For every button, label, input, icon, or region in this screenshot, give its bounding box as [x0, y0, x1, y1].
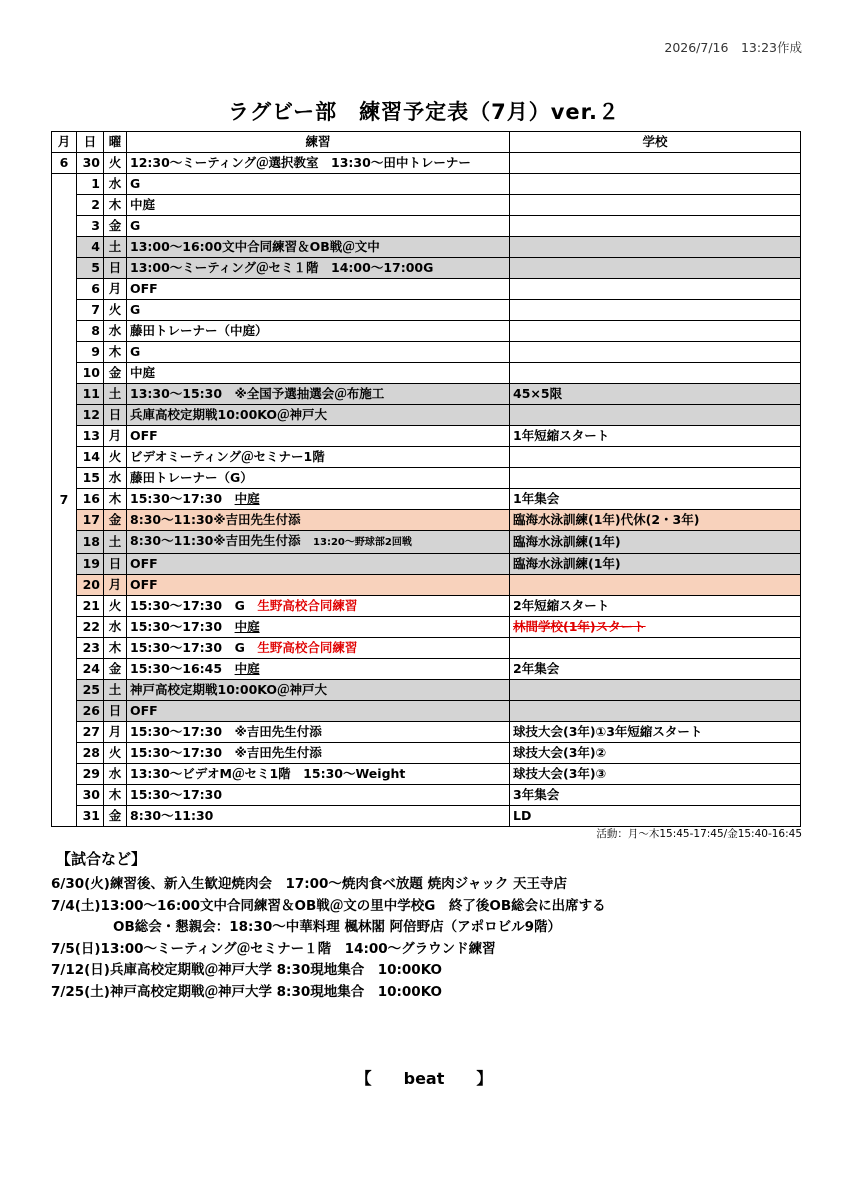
- practice-cell: [127, 405, 510, 426]
- day-cell: 30: [77, 785, 104, 806]
- school-cell: [510, 363, 801, 384]
- day-cell: 28: [77, 743, 104, 764]
- day-cell: 29: [77, 764, 104, 785]
- day-cell: 1: [77, 174, 104, 195]
- weekday-cell: 木: [104, 342, 127, 363]
- practice-text: 13:30～15:30 ※全国予選抽選会＠布施工: [130, 386, 385, 401]
- practice-text: 15:30～17:30 ※吉田先生付添: [130, 724, 322, 739]
- school-cell: [510, 785, 801, 806]
- weekday-cell: 水: [104, 617, 127, 638]
- table-row: [52, 722, 801, 743]
- school-cell: [510, 174, 801, 195]
- school-cell: [510, 575, 801, 596]
- table-row: [52, 384, 801, 405]
- day-cell: 2: [77, 195, 104, 216]
- practice-cell: [127, 216, 510, 237]
- table-row: [52, 489, 801, 510]
- table-row: [52, 764, 801, 785]
- practice-cell: [127, 596, 510, 617]
- day-cell: 11: [77, 384, 104, 405]
- practice-cell: [127, 680, 510, 701]
- weekday-cell: 火: [104, 596, 127, 617]
- weekday-cell: 月: [104, 426, 127, 447]
- weekday-cell: 月: [104, 279, 127, 300]
- practice-cell: [127, 722, 510, 743]
- weekday-cell: 土: [104, 384, 127, 405]
- school-text: 臨海水泳訓練(1年): [513, 534, 621, 549]
- school-text: LD: [513, 808, 532, 823]
- practice-text: G: [130, 176, 141, 191]
- table-row: [52, 680, 801, 701]
- school-cell: [510, 489, 801, 510]
- practice-text: 15:30～17:30: [130, 619, 235, 634]
- practice-text: 生野高校合同練習: [257, 598, 358, 613]
- weekday-cell: 月: [104, 575, 127, 596]
- weekday-cell: 木: [104, 489, 127, 510]
- school-cell: [510, 468, 801, 489]
- table-row: [52, 174, 801, 195]
- practice-text: 中庭: [234, 661, 260, 676]
- weekday-cell: 土: [104, 680, 127, 701]
- school-text: 3年集会: [513, 787, 560, 802]
- practice-text: 15:30～17:30: [130, 787, 223, 802]
- day-cell: 19: [77, 554, 104, 575]
- school-cell: [510, 743, 801, 764]
- table-row: [52, 531, 801, 554]
- day-cell: 20: [77, 575, 104, 596]
- table-header-row: [52, 132, 801, 153]
- weekday-cell: 日: [104, 258, 127, 279]
- practice-cell: [127, 300, 510, 321]
- school-text: 球技大会(3年)③: [513, 766, 607, 781]
- practice-cell: [127, 342, 510, 363]
- weekday-cell: 木: [104, 195, 127, 216]
- weekday-cell: 月: [104, 722, 127, 743]
- school-cell: [510, 195, 801, 216]
- day-cell: 23: [77, 638, 104, 659]
- school-cell: [510, 722, 801, 743]
- event-line: 6/30(火)練習後、新入生歓迎焼肉会 17:00～焼肉食べ放題 焼肉ジャック 天王寺店: [51, 876, 568, 892]
- weekday-cell: 土: [104, 531, 127, 554]
- practice-cell: [127, 174, 510, 195]
- footer-beat: 【 beat 】: [355, 1069, 493, 1088]
- practice-text: 生野高校合同練習: [257, 640, 358, 655]
- practice-cell: 12:30～ミーティング＠選択教室 13:30～田中トレーナー: [127, 153, 510, 174]
- school-cell: [510, 342, 801, 363]
- school-text: 1年集会: [513, 491, 560, 506]
- practice-text: 15:30～17:30 G: [130, 598, 258, 613]
- practice-text: 15:30～17:30: [130, 491, 235, 506]
- practice-cell: [127, 489, 510, 510]
- school-text: 2年短縮スタート: [513, 598, 610, 613]
- day-cell: 7: [77, 300, 104, 321]
- day-cell: 14: [77, 447, 104, 468]
- practice-text: 藤田トレーナー（G）: [130, 470, 253, 485]
- practice-text: OFF: [130, 556, 158, 571]
- month-cell-july: 7: [52, 174, 77, 827]
- practice-cell: [127, 764, 510, 785]
- table-row: [52, 258, 801, 279]
- day-cell: 15: [77, 468, 104, 489]
- school-text: 45×5限: [513, 386, 563, 401]
- school-cell: [510, 237, 801, 258]
- practice-cell: [127, 426, 510, 447]
- practice-text: 15:30～17:30 ※吉田先生付添: [130, 745, 322, 760]
- school-text: 林間学校(1年)スタート: [513, 619, 646, 634]
- table-row: [52, 701, 801, 722]
- practice-text: 兵庫高校定期戦10:00KO＠神戸大: [130, 407, 328, 422]
- practice-cell: [127, 468, 510, 489]
- table-row: [52, 279, 801, 300]
- school-text: 臨海水泳訓練(1年)代休(2・3年): [513, 512, 700, 527]
- weekday-cell: 金: [104, 363, 127, 384]
- school-cell: [510, 321, 801, 342]
- day-cell: 22: [77, 617, 104, 638]
- header-practice: 練習: [127, 132, 510, 153]
- practice-text: 8:30～11:30※吉田先生付添: [130, 512, 301, 527]
- school-cell: [510, 300, 801, 321]
- school-cell: [510, 764, 801, 785]
- event-line: 7/4(土)13:00～16:00文中合同練習＆OB戦＠文の里中学校G 終了後OB総会に出席する: [51, 897, 606, 914]
- table-row: [52, 321, 801, 342]
- weekday-cell: 火: [104, 447, 127, 468]
- day-cell: 31: [77, 806, 104, 827]
- weekday-cell: 水: [104, 174, 127, 195]
- practice-text: 中庭: [130, 365, 156, 380]
- practice-cell: [127, 531, 510, 554]
- practice-text: ビデオミーティング＠セミナー1階: [130, 449, 325, 464]
- header-weekday: 曜: [104, 132, 127, 153]
- weekday-cell: 日: [104, 405, 127, 426]
- day-cell: 27: [77, 722, 104, 743]
- table-row: [52, 659, 801, 680]
- table-row: [52, 785, 801, 806]
- practice-cell: [127, 806, 510, 827]
- event-line: 7/5(日)13:00～ミーティング＠セミナー１階 14:00～グラウンド練習: [51, 940, 496, 957]
- practice-cell: [127, 384, 510, 405]
- table-row-june-30: [52, 153, 801, 174]
- school-cell: [510, 680, 801, 701]
- practice-cell: [127, 279, 510, 300]
- table-row: [52, 468, 801, 489]
- practice-text: OFF: [130, 281, 158, 296]
- table-row: [52, 596, 801, 617]
- schedule-table: [51, 131, 801, 827]
- month-cell-june: 6: [52, 153, 77, 174]
- day-cell: 4: [77, 237, 104, 258]
- practice-cell: [127, 701, 510, 722]
- school-cell: [510, 426, 801, 447]
- practice-cell: [127, 321, 510, 342]
- practice-cell: [127, 659, 510, 680]
- school-cell: [510, 701, 801, 722]
- day-cell: 8: [77, 321, 104, 342]
- school-cell: [510, 806, 801, 827]
- weekday-cell: 火: [104, 300, 127, 321]
- school-cell: [510, 531, 801, 554]
- school-cell: [510, 447, 801, 468]
- practice-text: 13:20～野球部2回戦: [313, 537, 412, 548]
- practice-cell: [127, 195, 510, 216]
- day-cell: 17: [77, 510, 104, 531]
- day-cell: 10: [77, 363, 104, 384]
- practice-text: OFF: [130, 428, 158, 443]
- practice-text: G: [130, 302, 141, 317]
- practice-text: G: [130, 218, 141, 233]
- practice-text: 13:00～ミーティング＠セミ１階 14:00～17:00G: [130, 260, 434, 275]
- weekday-cell: 水: [104, 321, 127, 342]
- school-cell: [510, 258, 801, 279]
- events-list: [51, 874, 606, 1003]
- page-title: ラグビー部 練習予定表（7月）ver.２: [227, 100, 621, 124]
- school-cell: [510, 617, 801, 638]
- practice-text: 8:30～11:30: [130, 808, 214, 823]
- day-cell: 3: [77, 216, 104, 237]
- practice-cell: [127, 510, 510, 531]
- header-day: 日: [77, 132, 104, 153]
- event-line: 7/25(土)神戸高校定期戦＠神戸大学 8:30現地集合 10:00KO: [51, 983, 443, 1000]
- practice-text: 15:30～17:30 G: [130, 640, 258, 655]
- practice-text: 13:00～16:00文中合同練習＆OB戦＠文中: [130, 239, 380, 254]
- school-cell: [510, 279, 801, 300]
- school-text: 球技大会(3年)②: [513, 745, 607, 760]
- table-row: [52, 300, 801, 321]
- header-month: 月: [52, 132, 77, 153]
- school-cell: [510, 384, 801, 405]
- table-row: [52, 554, 801, 575]
- practice-cell: [127, 638, 510, 659]
- table-row: [52, 342, 801, 363]
- table-row: [52, 447, 801, 468]
- practice-cell: [127, 575, 510, 596]
- practice-text: 神戸高校定期戦10:00KO＠神戸大: [130, 682, 328, 697]
- weekday-cell: 日: [104, 554, 127, 575]
- weekday-cell: 木: [104, 785, 127, 806]
- table-row: [52, 405, 801, 426]
- day-cell: 13: [77, 426, 104, 447]
- table-row: [52, 638, 801, 659]
- school-cell: [510, 659, 801, 680]
- school-cell: [510, 596, 801, 617]
- school-cell: [510, 554, 801, 575]
- table-row: [52, 216, 801, 237]
- school-cell: [510, 638, 801, 659]
- weekday-cell: 金: [104, 216, 127, 237]
- day-cell: 12: [77, 405, 104, 426]
- practice-cell: [127, 617, 510, 638]
- practice-cell: [127, 785, 510, 806]
- practice-text: 中庭: [130, 197, 156, 212]
- weekday-cell: 木: [104, 638, 127, 659]
- weekday-cell: 金: [104, 806, 127, 827]
- practice-text: 13:30～ビデオM＠セミ1階 15:30～Weight: [130, 766, 406, 781]
- practice-cell: [127, 447, 510, 468]
- day-cell: 26: [77, 701, 104, 722]
- activity-note: 活動：月～木15:45-17:45/金15:40-16:45: [596, 828, 802, 840]
- practice-cell: [127, 554, 510, 575]
- school-text: 臨海水泳訓練(1年): [513, 556, 621, 571]
- weekday-cell: 火: [104, 743, 127, 764]
- school-cell: [510, 510, 801, 531]
- practice-text: 15:30～16:45: [130, 661, 235, 676]
- weekday-cell: 金: [104, 659, 127, 680]
- practice-cell: [127, 743, 510, 764]
- weekday-cell: 水: [104, 468, 127, 489]
- table-row: [52, 617, 801, 638]
- day-cell: 16: [77, 489, 104, 510]
- school-cell: [510, 405, 801, 426]
- practice-text: 中庭: [234, 619, 260, 634]
- event-line: 7/12(日)兵庫高校定期戦＠神戸大学 8:30現地集合 10:00KO: [51, 962, 443, 978]
- table-row: [52, 363, 801, 384]
- table-row: [52, 575, 801, 596]
- day-cell: 9: [77, 342, 104, 363]
- section-title-matches: 【試合など】: [56, 850, 147, 868]
- day-cell: 24: [77, 659, 104, 680]
- weekday-cell: 水: [104, 764, 127, 785]
- day-cell: 21: [77, 596, 104, 617]
- weekday-cell: 金: [104, 510, 127, 531]
- practice-text: 藤田トレーナー（中庭）: [130, 323, 268, 338]
- practice-text: G: [130, 344, 141, 359]
- practice-cell: [127, 237, 510, 258]
- event-line: OB総会・懇親会：18:30～中華料理 楓林閣 阿倍野店（アポロビル9階）: [113, 919, 562, 935]
- school-cell: [510, 216, 801, 237]
- school-text: 2年集会: [513, 661, 560, 676]
- day-cell: 30: [77, 153, 104, 174]
- table-row: [52, 510, 801, 531]
- table-row: [52, 237, 801, 258]
- school-cell: [510, 153, 801, 174]
- practice-cell: [127, 258, 510, 279]
- weekday-cell: 日: [104, 701, 127, 722]
- table-row: [52, 426, 801, 447]
- weekday-cell: 火: [104, 153, 127, 174]
- practice-text: 8:30～11:30※吉田先生付添: [130, 533, 314, 548]
- school-text: 1年短縮スタート: [513, 428, 610, 443]
- weekday-cell: 土: [104, 237, 127, 258]
- practice-text: OFF: [130, 577, 158, 592]
- day-cell: 25: [77, 680, 104, 701]
- practice-text: OFF: [130, 703, 158, 718]
- day-cell: 18: [77, 531, 104, 554]
- school-text: 球技大会(3年)①3年短縮スタート: [513, 724, 703, 739]
- practice-text: 中庭: [234, 491, 260, 506]
- practice-cell: [127, 363, 510, 384]
- table-row: [52, 195, 801, 216]
- table-row: [52, 806, 801, 827]
- table-row: [52, 743, 801, 764]
- created-timestamp: 2026/7/16 13:23作成: [664, 40, 802, 55]
- day-cell: 6: [77, 279, 104, 300]
- header-school: 学校: [510, 132, 801, 153]
- day-cell: 5: [77, 258, 104, 279]
